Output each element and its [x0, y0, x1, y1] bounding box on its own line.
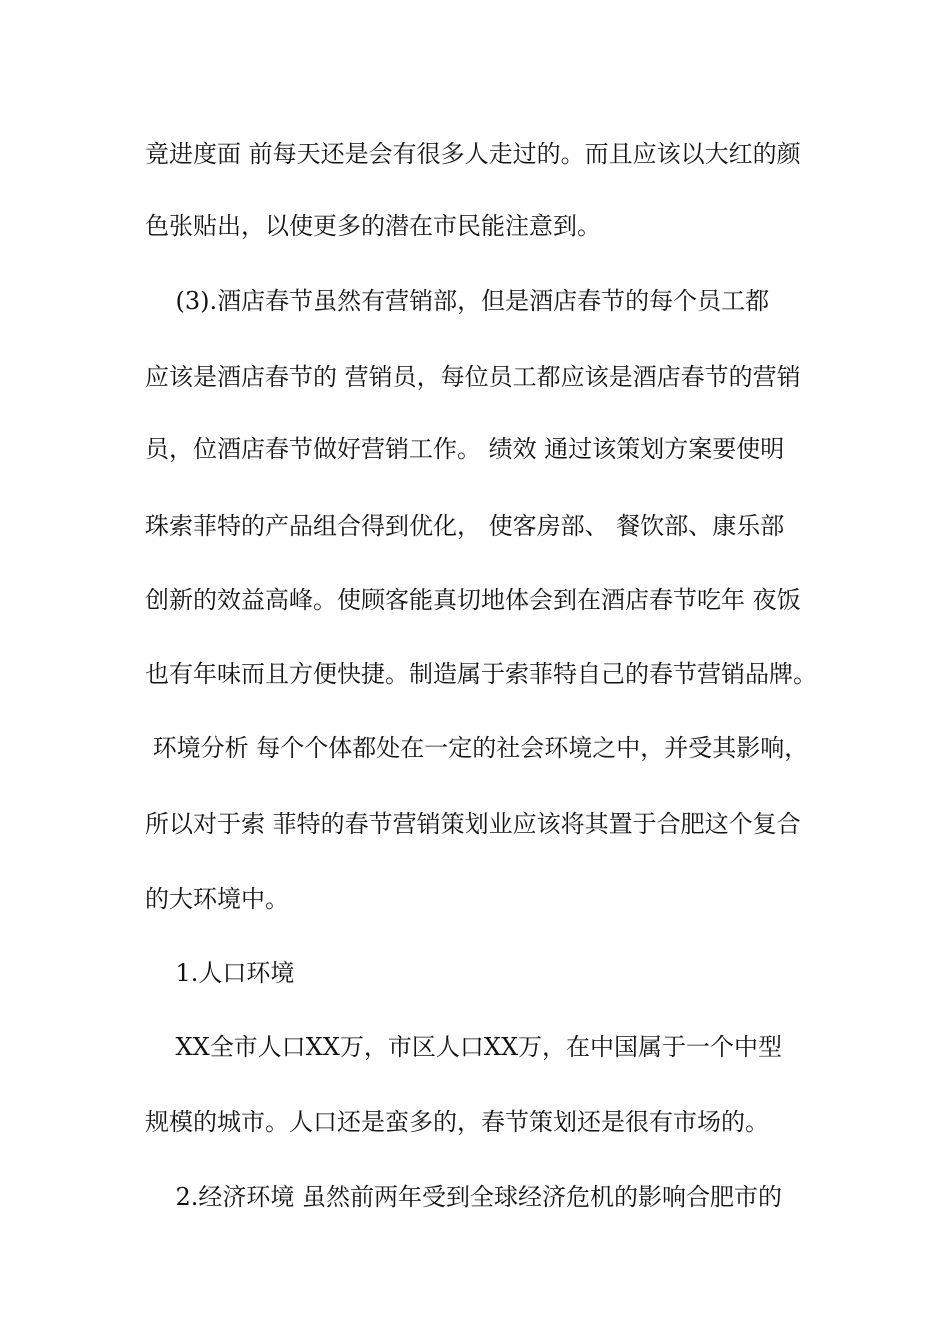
paragraph-line-1: 竟进度面 前每天还是会有很多人走过的。而且应该以大红的颜 — [145, 140, 801, 168]
section-heading-economy: 2.经济环境 虽然前两年受到全球经济危机的影响合肥市的 — [145, 1183, 783, 1211]
paragraph-line-4: 应该是酒店春节的 营销员，每位员工都应该是酒店春节的营销 — [145, 363, 801, 391]
paragraph-line-11: 的大环境中。 — [145, 885, 289, 913]
paragraph-line-14: 规模的城市。人口还是蛮多的，春节策划还是很有市场的。 — [145, 1108, 769, 1136]
section-heading-population: 1.人口环境 — [145, 959, 295, 987]
paragraph-line-5: 员，位酒店春节做好营销工作。 绩效 通过该策划方案要使明 — [145, 435, 785, 463]
paragraph-line-7: 创新的效益高峰。使顾客能真切地体会到在酒店春节吃年 夜饭 — [145, 586, 801, 614]
paragraph-line-2: 色张贴出，以使更多的潜在市民能注意到。 — [145, 212, 601, 240]
paragraph-line-13: XX全市人口XX万，市区人口XX万，在中国属于一个中型 — [145, 1033, 783, 1061]
paragraph-line-10: 所以对于索 菲特的春节营销策划业应该将其置于合肥这个复合 — [145, 810, 801, 838]
paragraph-line-8: 也有年味而且方便快捷。制造属于索菲特自己的春节营销品牌。 — [145, 660, 817, 688]
paragraph-line-9: 环境分析 每个个体都处在一定的社会环境之中，并受其影响， — [145, 734, 809, 762]
paragraph-line-6: 珠索菲特的产品组合得到优化， 使客房部、 餐饮部、康乐部 — [145, 512, 785, 540]
paragraph-line-3: (3).酒店春节虽然有营销部，但是酒店春节的每个员工都 — [145, 287, 770, 315]
